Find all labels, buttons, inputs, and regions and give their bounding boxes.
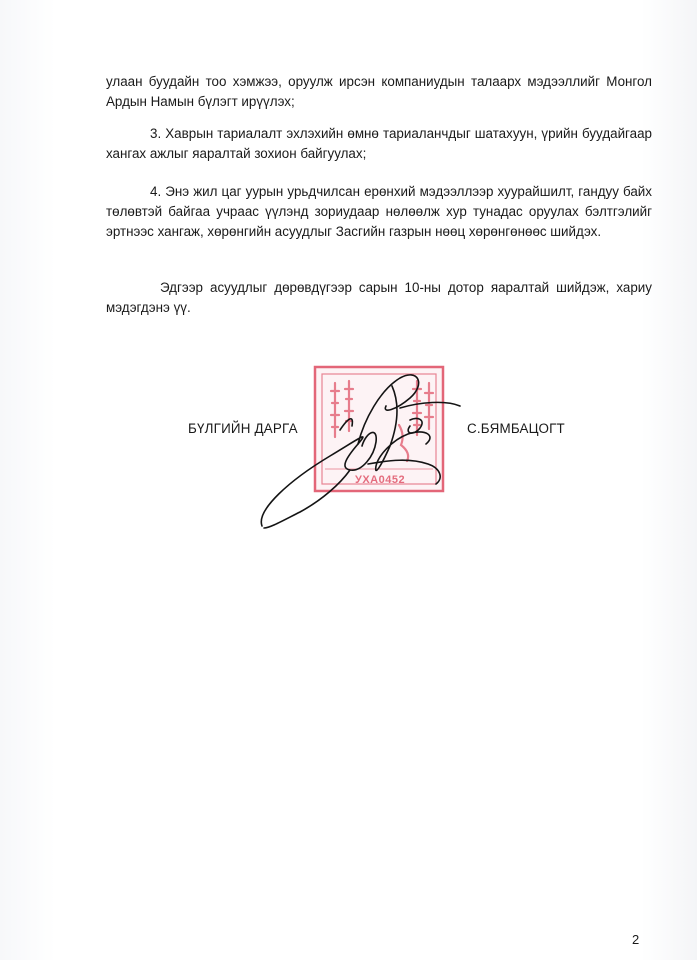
paragraph-item-3: 3. Хаврын тариалалт эхлэхийн өмнө тариаланчдыг шатахуун, үрийн буудайгаар хангах ажлыг яаралтай зохион байгуулах;	[106, 126, 652, 161]
page-number: 2	[632, 932, 640, 947]
handwritten-signature	[250, 360, 470, 540]
paragraph-1: улаан буудайн тоо хэмжээ, оруулж ирсэн компаниудын талаарх мэдээллийг Монгол Ардын Намын бүлэгт ирүүлэх;	[106, 74, 652, 109]
paragraph-item-4: 4. Энэ жил цаг уурын урьдчилсан ерөнхий мэдээллээр хуурайшилт, гандуу байх төлөвтэй байгаа учраас үүлэнд зориудаар нөлөөлж хур тунадас оруулах бэлтгэлийг эртнээс хангаж, хөрөнгийн асуудлыг Засгийн газрын нөөц хөрөнгөнөөс шийдэх.	[106, 184, 652, 239]
signatory-title: БҮЛГИЙН ДАРГА	[188, 421, 298, 436]
signatory-name: С.БЯМБАЦОГТ	[467, 421, 565, 436]
paragraph-closing: Эдгээр асуудлыг дөрөвдүгээр сарын 10-ны дотор яаралтай шийдэж, хариу мэдэгдэнэ үү.	[106, 280, 652, 315]
stamp-code: УХА0452	[355, 474, 406, 486]
